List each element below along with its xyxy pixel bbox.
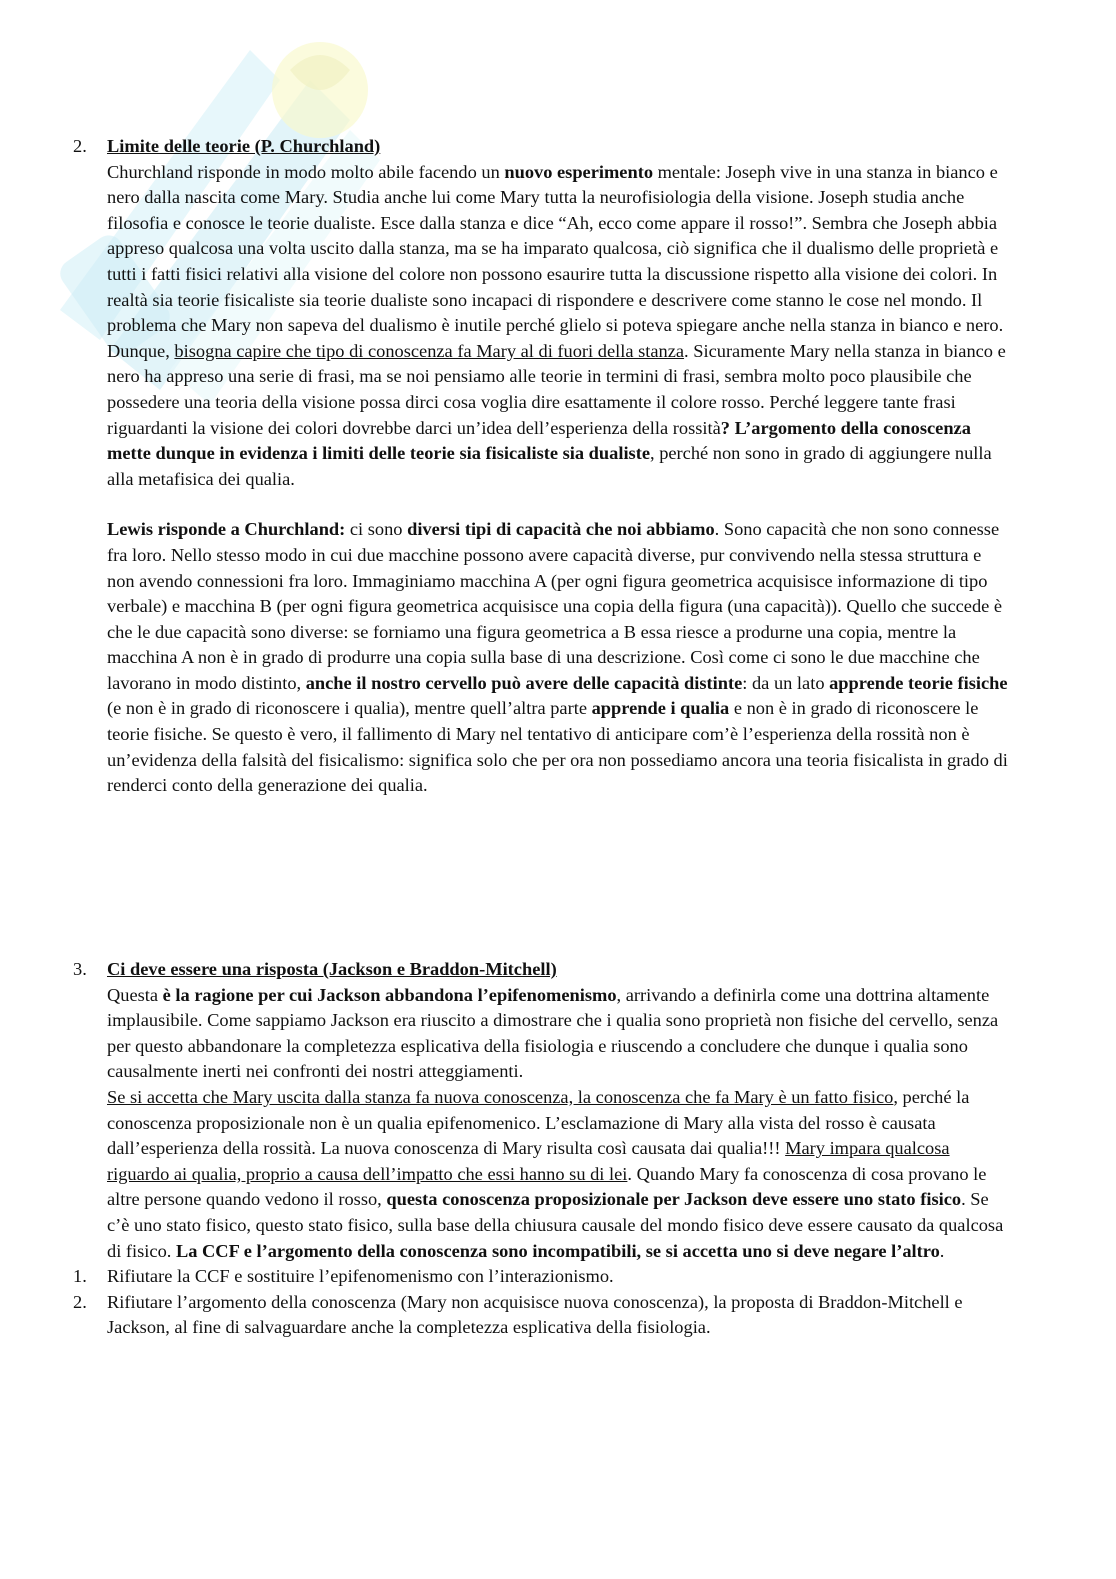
bold-text: anche il nostro cervello può avere delle capacità distinte <box>305 672 743 693</box>
text-run: , perché la conoscenza proposizionale non è un qualia epifenomenico. L’esclamazione di Mary alla vista del rosso è causata dall’esperienza della rossità. La nuova conoscenza di Mary risulta così causata dai qualia!!! <box>107 1086 970 1159</box>
text-run: mentale: Joseph vive in una stanza in bianco e nero dalla nascita come Mary. Studia anche lui come Mary tutta la neurofisiologia della visione. Joseph studia anche filosofia e conosce le teorie dualiste. Esce dalla stanza e dice “Ah, ecco come appare il rosso!”. Sembra che Joseph abbia appreso qualcosa una volta uscito dalla stanza, ma se ha imparato qualcosa, ciò significa che il dualismo delle proprietà e tutti i fatti fisici relativi alla visione del colore non possono esaurire tutta la discussione rispetto alla visione dei colori. In realtà sia teorie fisicaliste sia teorie dualiste sono incapaci di rispondere e descrivere come stanno le cose nel mondo. Il problema che Mary non sapeva del dualismo è inutile perché glielo si poteva spiegare anche nella stanza in bianco e nero. Dunque, <box>107 161 1004 361</box>
list-item-number: 2. <box>73 1291 87 1312</box>
list-item-text: Rifiutare la CCF e sostituire l’epifenomenismo con l’interazionismo. <box>107 1266 614 1287</box>
bold-text: La CCF e l’argomento della conoscenza sono incompatibili, se si accetta uno si deve negare l’altro <box>175 1240 940 1261</box>
text-run: ci sono <box>345 519 408 540</box>
section-title: Limite delle teorie (P. Churchland) <box>107 136 381 156</box>
bold-text: apprende i qualia <box>591 698 730 719</box>
text-run: . Quando Mary fa conoscenza di cosa provano le altre persone quando vedono il rosso, <box>107 1163 987 1210</box>
text-run: . Sono capacità che non sono connesse fra loro. Nello stesso modo in cui due macchine possono avere capacità diverse, pur convivendo nella stessa struttura e non avendo connessioni fra loro. Immaginiamo macchina A (per ogni figura geometrica acquisisce informazione di tipo verbale) e macchina B (per ogni figura geometrica acquisisce una copia della figura (una capacità)). Quello che succede è che le due capacità sono diverse: se forniamo una figura geometrica a B essa riesce a produrne una copia, mentre la macchina A non è in grado di produrre una copia sulla base di una descrizione. Così come ci sono le due macchine che lavorano in modo distinto, <box>107 519 1003 693</box>
text-run: . <box>939 1240 945 1261</box>
list-item-number: 1. <box>73 1266 87 1287</box>
text-run: : da un lato <box>742 672 830 693</box>
underlined-text: Se si accetta che Mary uscita dalla stanza fa nuova conoscenza, la conoscenza che fa Mary è un fatto fisico <box>107 1086 894 1107</box>
bold-text: apprende teorie fisiche <box>829 672 1008 693</box>
text-run: , perché non sono in grado di aggiungere nulla alla metafisica dei qualia. <box>107 443 992 489</box>
section-title: Ci deve essere una risposta (Jackson e Braddon-Mitchell) <box>107 959 557 979</box>
text-run: e non è in grado di riconoscere le teorie fisiche. Se questo è vero, il fallimento di Mary nel tentativo di anticipare com’è l’esperienza della rossità non è un’evidenza della falsità del fisicalismo: significa solo che per ora non possediamo ancora una teoria fisicalista in grado di renderci conto della generazione dei qualia. <box>107 698 1008 796</box>
underlined-text: Mary impara qualcosa riguardo ai qualia, proprio a causa dell’impatto che essi hanno su di lei <box>107 1138 950 1184</box>
text-run: , arrivando a definirla come una dottrina altamente implausibile. Come sappiamo Jackson era riuscito a dimostrare che i qualia sono proprietà non fisiche del cervello, senza per questo abbandonare la completezza esplicativa della fisiologia e riuscendo a concludere che dunque i qualia sono causalmente inerti nei confronti dei nostri atteggiamenti. <box>107 984 999 1082</box>
text-run: . Se c’è uno stato fisico, questo stato fisico, sulla base della chiusura causale del mondo fisico deve essere causato da qualcosa di fisico. <box>107 1189 1004 1261</box>
numbered-list <box>73 1264 1013 1341</box>
bold-text: è la ragione per cui Jackson abbandona l’epifenomenismo <box>162 984 617 1005</box>
paragraph <box>107 517 1013 799</box>
bold-text: questa conoscenza proposizionale per Jackson deve essere uno stato fisico <box>386 1189 962 1210</box>
bold-text: diversi tipi di capacità che noi abbiamo <box>407 519 715 540</box>
list-item <box>73 1290 1013 1341</box>
text-run: (e non è in grado di riconoscere i qualia), mentre quell’altra parte <box>107 698 592 719</box>
bold-text: Lewis risponde a Churchland: <box>107 519 346 540</box>
paragraph <box>107 160 1013 493</box>
section-3 <box>73 957 1013 1341</box>
text-run: Questa <box>107 984 163 1005</box>
bold-text: ? L’argomento della conoscenza mette dunque in evidenza i limiti delle teorie sia fisicaliste sia dualiste <box>107 417 971 464</box>
text-run: Churchland risponde in modo molto abile facendo un <box>107 161 505 182</box>
text-run: . Sicuramente Mary nella stanza in bianco e nero ha appreso una serie di frasi, ma se noi pensiamo alle teorie in termini di frasi, sembra molto poco plausibile che possedere una teoria della visione possa dirci cosa voglia dire esattamente il colore rosso. Perché leggere tante frasi riguardanti la visione dei colori dovrebbe darci un’idea dell’esperienza della rossità <box>107 340 1006 438</box>
list-item <box>73 1264 1013 1290</box>
paragraph <box>107 1085 1013 1264</box>
section-number: 3. <box>73 959 87 979</box>
section-number: 2. <box>73 136 87 156</box>
bold-text: nuovo esperimento <box>504 161 654 182</box>
list-item-text: Rifiutare l’argomento della conoscenza (Mary non acquisisce nuova conoscenza), la proposta di Braddon-Mitchell e Jackson, al fine di salvaguardare anche la completezza esplicativa della fisiologia. <box>107 1291 963 1338</box>
paragraph <box>107 983 1013 1085</box>
underlined-text: bisogna capire che tipo di conoscenza fa Mary al di fuori della stanza <box>174 340 685 361</box>
section-2 <box>73 134 1013 799</box>
